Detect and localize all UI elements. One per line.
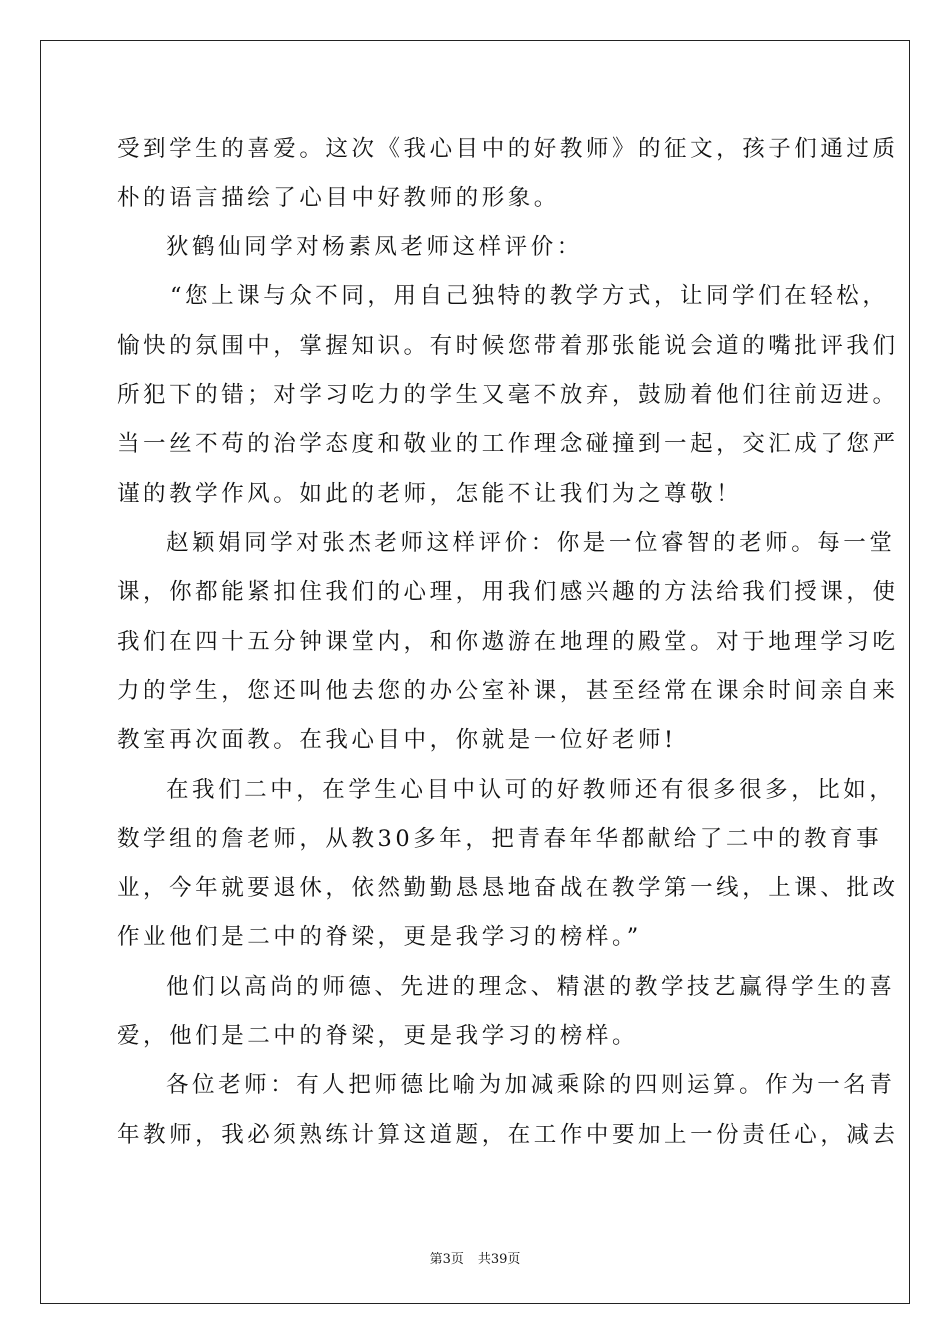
text-line: “您上课与众不同，用自己独特的教学方式，让同学们在轻松， [170,283,889,309]
text-line: 我们在四十五分钟课堂内，和你遨游在地理的殿堂。对于地理学习吃 [117,629,899,655]
text-line: 朴的语言描绘了心目中好教师的形象。 [117,185,560,211]
page-border [40,40,910,1304]
text-line: 作业他们是二中的脊梁，更是我学习的榜样。” [117,924,642,950]
text-line: 年教师，我必须熟练计算这道题，在工作中要加上一份责任心，减去 [117,1122,899,1148]
text-line: 受到学生的喜爱。这次《我心目中的好教师》的征文，孩子们通过质 [117,136,899,162]
text-line: 当一丝不苟的治学态度和敬业的工作理念碰撞到一起，交汇成了您严 [117,431,899,457]
text-line: 力的学生，您还叫他去您的办公室补课，甚至经常在课余时间亲自来 [117,678,899,704]
text-line: 业，今年就要退休，依然勤勤恳恳地奋战在教学第一线，上课、批改 [117,875,899,901]
text-line: 数学组的詹老师，从教30多年，把青春年华都献给了二中的教育事 [117,826,883,852]
text-line: 课，你都能紧扣住我们的心理，用我们感兴趣的方法给我们授课，使 [117,579,899,605]
page-footer [0,1251,950,1269]
text-line: 所犯下的错；对学习吃力的学生又毫不放弃，鼓励着他们往前迈进。 [117,382,899,408]
page-number-current: 第3页 [429,1252,464,1267]
text-line: 爱，他们是二中的脊梁，更是我学习的榜样。 [117,1023,639,1049]
text-line: 赵颖娟同学对张杰老师这样评价：你是一位睿智的老师。每一堂 [166,530,896,556]
text-line: 各位老师：有人把师德比喻为加减乘除的四则运算。作为一名青 [166,1072,896,1098]
text-line: 教室再次面教。在我心目中，你就是一位好老师! [117,727,677,753]
text-line: 愉快的氛围中，掌握知识。有时候您带着那张能说会道的嘴批评我们 [117,333,899,359]
page-number-total: 共39页 [477,1252,521,1267]
text-line: 在我们二中，在学生心目中认可的好教师还有很多很多，比如， [166,777,896,803]
text-line: 他们以高尚的师德、先进的理念、精湛的教学技艺赢得学生的喜 [166,974,896,1000]
text-line: 谨的教学作风。如此的老师，怎能不让我们为之尊敬！ [117,481,743,507]
text-line: 狄鹤仙同学对杨素凤老师这样评价： [166,234,583,260]
